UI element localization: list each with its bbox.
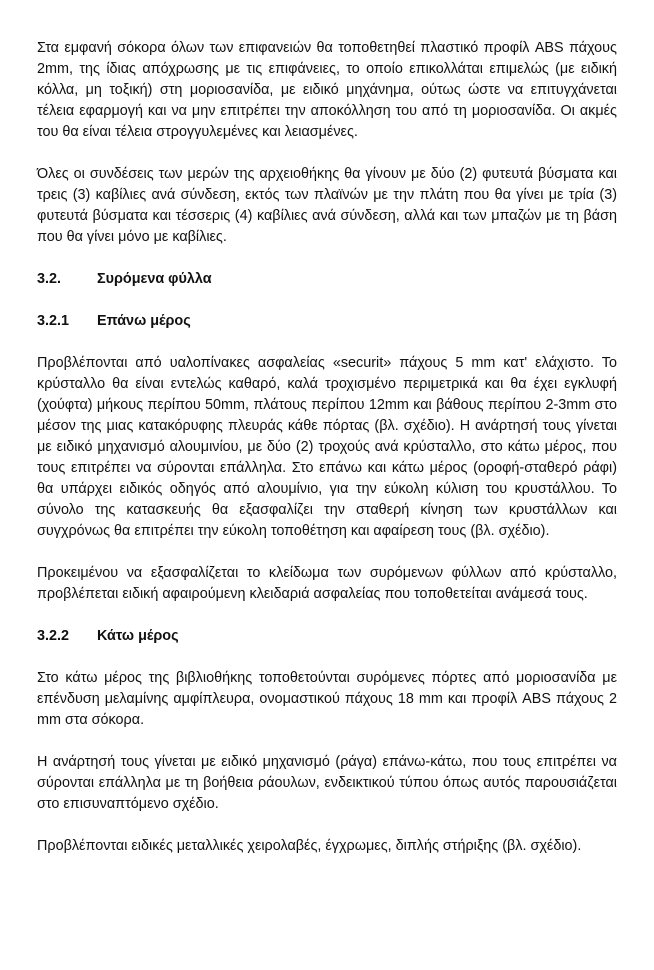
section-title: Συρόμενα φύλλα xyxy=(97,271,212,287)
section-number: 3.2. xyxy=(37,271,62,287)
section-heading-3-2 xyxy=(37,269,617,290)
paragraph-sliding-doors: Στο κάτω μέρος της βιβλιοθήκης τοποθετούνται συρόμενες πόρτες από μοριοσανίδα με επένδυση μελαμίνης αμφίπλευρα, ονομαστικού πάχους 18 mm και προφίλ ABS πάχους 2 mm στα σόκορα. xyxy=(37,670,617,728)
paragraph-handles: Προβλέπονται ειδικές μεταλλικές χειρολαβές, έγχρωμες, διπλής στήριξης (βλ. σχέδιο). xyxy=(37,838,582,854)
section-heading-3-2-1 xyxy=(37,311,617,332)
paragraph-connections: Όλες οι συνδέσεις των μερών της αρχειοθήκης θα γίνουν με δύο (2) φυτευτά βύσματα και τρεις (3) καβίλιες ανά σύνδεση, εκτός των πλαϊνών με την πλάτη που θα γίνει με τρία (3) φυτευτά βύσματα και τέσσερις (4) καβίλιες ανά σύνδεση, αλλά και των μπαζών με τη βάση που θα γίνει μόνο με καβίλιες. xyxy=(37,166,617,245)
section-number: 3.2.1 xyxy=(37,313,70,329)
section-title: Επάνω μέρος xyxy=(97,313,191,329)
paragraph-abs-profile: Στα εμφανή σόκορα όλων των επιφανειών θα τοποθετηθεί πλαστικό προφίλ ABS πάχους 2mm, της ίδιας απόχρωσης με τις επιφάνειες, το οποίο επικολλάται επιμελώς (με ειδική κόλλα, μη τοξική) στη μοριοσανίδα, με ειδικό μηχάνημα, ούτως ώστε να επιτυγχάνεται τέλεια εφαρμογή και να μην επιτρέπει την αποκόλληση του από τη μοριοσανίδα. Οι ακμές του θα είναι τέλεια στρογγυλεμένες και λειασμένες. xyxy=(37,40,617,140)
paragraph-glass-panels: Προβλέπονται από υαλοπίνακες ασφαλείας «securit» πάχους 5 mm κατ' ελάχιστο. Το κρύσταλλο θα είναι εντελώς καθαρό, καλά τροχισμένο περιμετρικά και θα έχει εγκλυφή (χούφτα) μήκους περίπου 50mm, πλάτους περίπου 12mm και βάθους περίπου 2-3mm στο μέσον της μιας κατακόρυφης πλευράς κάθε πόρτας (βλ. σχέδιο). Η ανάρτησή τους γίνεται με ειδικό μηχανισμό αλουμινίου, με δύο (2) τροχούς ανά κρύσταλλο, στο κάτω μέρος, που τους επιτρέπει να σύρονται επάλληλα. Στο επάνω και κάτω μέρος (οροφή-σταθερό ράφι) θα υπάρχει ειδικός οδηγός από αλουμίνιο, για την εύκολη κύλιση του κρυστάλλου. Το σύνολο της κατασκευής θα εξασφαλίζει την σταθερή κίνηση των κρυστάλλων και συγχρόνως θα επιτρέπει την εύκολη τοποθέτηση και αφαίρεση τους (βλ. σχέδιο). xyxy=(37,355,617,539)
section-title: Κάτω μέρος xyxy=(97,628,179,644)
section-number: 3.2.2 xyxy=(37,628,70,644)
paragraph-lock: Προκειμένου να εξασφαλίζεται το κλείδωμα των συρόμενων φύλλων από κρύσταλλο, προβλέπεται ειδική αφαιρούμενη κλειδαριά ασφαλείας που τοποθετείται ανάμεσά τους. xyxy=(37,565,617,602)
paragraph-mechanism: Η ανάρτησή τους γίνεται με ειδικό μηχανισμό (ράγα) επάνω-κάτω, που τους επιτρέπει να σύρονται επάλληλα με τη βοήθεια ράουλων, ενδεικτικού τύπου όπως αυτός παρουσιάζεται στο επισυναπτόμενο σχέδιο. xyxy=(37,754,617,812)
section-heading-3-2-2 xyxy=(37,626,617,647)
